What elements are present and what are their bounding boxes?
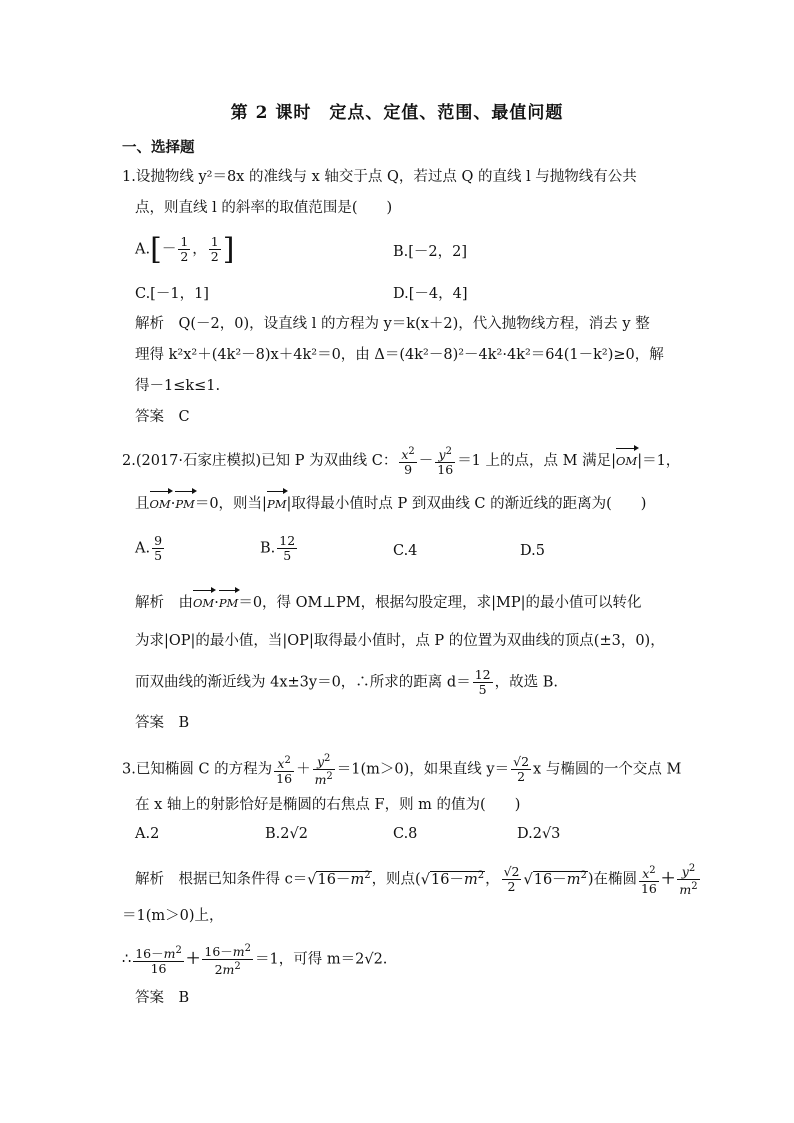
q3-option-d: D.2√3	[517, 826, 561, 842]
q1-answer: 答案 C	[135, 409, 190, 425]
q1-option-a-den2: 2	[210, 249, 219, 264]
q3-solution-line3-post: ＝1，可得 m＝2√2.	[255, 951, 388, 968]
q3-stem-line1: 3.已知椭圆 C 的方程为 $\frac{x^2}{16}$ ＋ $\frac{y^2}{m^2}$ ＝1(m＞0)，如果直线 y＝ $\frac{√2}{2}$ x 与椭圆的一个交点 M	[122, 753, 682, 788]
q2-stem-line1-mid: ＝1 上的点，点 M 满足|	[457, 453, 616, 470]
q2-answer: 答案 B	[135, 715, 190, 731]
section-heading: 一、选择题	[122, 139, 195, 156]
q2-option-a-num: 9	[154, 533, 163, 548]
q2-stem-line2-pre: 且	[135, 496, 150, 512]
q2-option-c: C.4	[393, 543, 418, 559]
page-title: 第 2 课时 定点、定值、范围、最值问题	[230, 103, 564, 123]
q3-solution-line2: ＝1(m＞0)上，	[122, 908, 224, 924]
q2-stem-line1-pre: 2.(2017·石家庄模拟)已知 P 为双曲线 C：	[122, 453, 398, 470]
q2-option-a	[135, 534, 166, 563]
q2-option-a-den: 5	[154, 548, 163, 563]
q3-solution-line1-post: )在椭圆	[587, 871, 637, 888]
q1-solution-line2: 理得 k²x²＋(4k²－8)x＋4k²＝0，由 Δ＝(4k²－8)²－4k²·4k²＝64(1－k²)≥0，解	[135, 347, 664, 363]
q1-option-a: A.[－ $\frac{1}{2}$ ， $\frac{1}{2}$ ]	[135, 232, 235, 267]
q3-solution-line3: ∴ $\frac{16-m^2}{16}$ ＋ $\frac{16-m^2}{2m^2}$ ＝1，可得 m＝2√2.	[122, 943, 388, 978]
q2-stem-line2-mid: ＝0，则当|	[194, 496, 267, 512]
q3-stem-line1-post: x 与椭圆的一个交点 M	[533, 761, 682, 778]
q3-option-c: C.8	[393, 826, 418, 842]
q3-solution-line1-mid: ，则点(	[371, 871, 421, 888]
q2-option-b-label: B.	[260, 540, 276, 557]
q1-option-a-num2: 1	[210, 234, 219, 249]
q1-stem-line2: 点，则直线 l 的斜率的取值范围是( )	[135, 200, 393, 216]
q1-option-a-den1: 2	[180, 249, 189, 264]
q3-solution-line1: 解析 根据已知条件得 $c=√16-m^2$，则点($√16-m^2$， $\frac{√2}{2}$ $√16-m^2$)在椭圆 $\frac{x^2}{16}$ ＋ $\frac{y^2}{m^2}$	[135, 863, 698, 898]
q2-option-a-label: A.	[135, 540, 151, 557]
q1-option-d: D.[－4，4]	[393, 286, 468, 302]
q3-stem-line1-mid: ＝1(m＞0)，如果直线 y＝	[336, 761, 510, 778]
q2-solution-line3-pre: 而双曲线的渐近线为 4x±3y＝0，∴所求的距离 d＝	[135, 674, 471, 691]
q1-option-c: C.[－1，1]	[135, 286, 209, 302]
q2-stem-line1-post: |＝1，	[637, 453, 681, 470]
q3-option-b: B.2√2	[265, 826, 308, 842]
q2-stem-line1: 2.(2017·石家庄模拟)已知 P 为双曲线 C： $\frac{x^2}{9}$ － $\frac{y^2}{16}$ ＝1 上的点，点 M 满足|OM|＝1，	[122, 446, 681, 478]
q3-stem-line2: 在 x 轴上的射影恰好是椭圆的右焦点 F，则 m 的值为( )	[135, 797, 521, 813]
q3-solution-line3-pre: ∴	[122, 951, 132, 968]
q2-solution-line2: 为求|OP|的最小值，当|OP|取得最小值时，点 P 的位置为双曲线的顶点(±3，0)，	[135, 633, 665, 649]
q1-solution-line3: 得－1≤k≤1.	[135, 378, 221, 394]
q2-option-b-den: 5	[283, 548, 292, 563]
q2-solution-line3-post: ，故选 B.	[494, 674, 558, 691]
q2-stem-line2-post: |取得最小值时点 P 到双曲线 C 的渐近线的距离为( )	[286, 496, 647, 512]
q2-option-d: D.5	[520, 543, 545, 559]
q3-solution-line1-pre: 解析 根据已知条件得 c＝	[135, 871, 308, 888]
q1-option-a-num1: 1	[180, 234, 189, 249]
q2-solution-line1: 解析 由OM·PM＝0，得 OM⊥PM，根据勾股定理，求|MP|的最小值可以转化	[135, 592, 642, 614]
q2-solution-line1-pre: 解析 由	[135, 595, 193, 611]
q2-stem-line2: 且OM·PM＝0，则当|PM|取得最小值时点 P 到双曲线 C 的渐近线的距离为( )	[135, 493, 646, 515]
q1-option-b: B.[－2，2]	[393, 244, 468, 260]
q3-stem-line1-pre: 3.已知椭圆 C 的方程为	[122, 761, 273, 778]
q1-stem-line1: 1.设抛物线 y²＝8x 的准线与 x 轴交于点 Q，若过点 Q 的直线 l 与抛物线有公共	[122, 169, 637, 185]
q2-solution-line3: 而双曲线的渐近线为 4x±3y＝0，∴所求的距离 d＝ $\frac{12}{5}$ ，故选 B.	[135, 667, 558, 697]
q2-solution-line1-post: ＝0，得 OM⊥PM，根据勾股定理，求|MP|的最小值可以转化	[238, 595, 642, 611]
q2-option-b-num: 12	[279, 533, 296, 548]
q1-solution-line1: 解析 Q(－2，0)，设直线 l 的方程为 y＝k(x＋2)，代入抛物线方程，消去 y 整	[135, 316, 650, 332]
q1-option-a-label: A.	[135, 241, 151, 258]
q3-option-a: A.2	[135, 826, 160, 842]
q3-answer: 答案 B	[135, 990, 190, 1006]
q2-option-b	[260, 534, 299, 563]
